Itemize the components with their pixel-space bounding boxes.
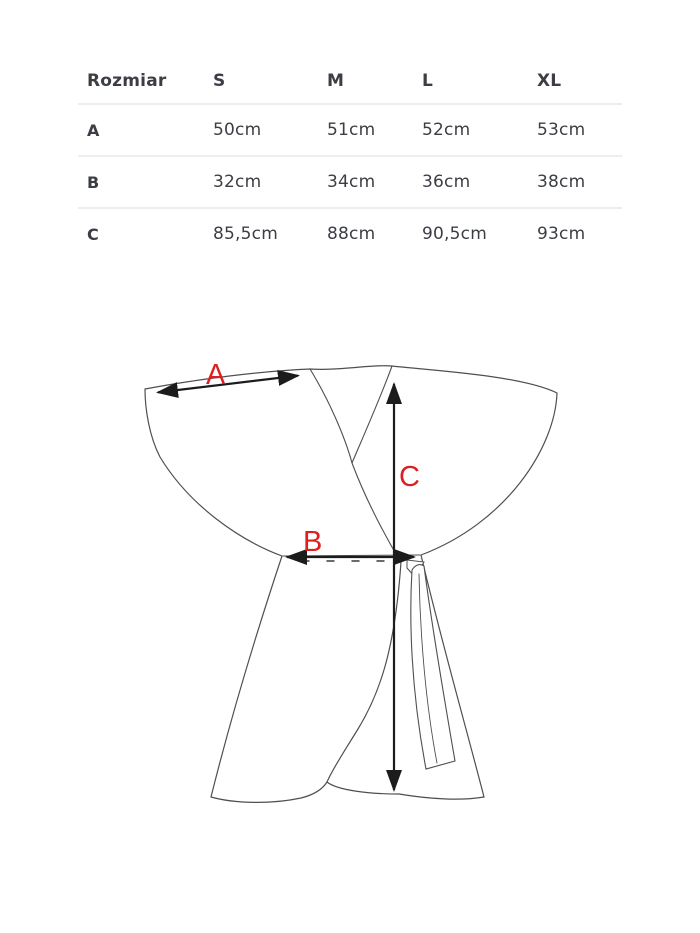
- size-table-title: Rozmiar: [87, 71, 167, 91]
- wrap-neckline-lines: [310, 366, 400, 561]
- row-label-a: A: [87, 120, 100, 140]
- value-a-m: 51cm: [327, 120, 376, 140]
- measurement-label-a: A: [206, 359, 226, 391]
- table-row-a: [78, 105, 622, 157]
- value-c-m: 88cm: [327, 224, 376, 244]
- front-overlap-edge: [327, 562, 484, 799]
- value-c-s: 85,5cm: [213, 224, 278, 244]
- size-table-header-row: [78, 59, 622, 105]
- value-a-xl: 53cm: [537, 120, 586, 140]
- value-c-l: 90,5cm: [422, 224, 487, 244]
- measurement-label-b: B: [303, 526, 323, 558]
- column-header-s: S: [213, 71, 226, 91]
- garment-measurement-diagram: [0, 330, 700, 860]
- row-label-c: C: [87, 224, 99, 244]
- row-label-b: B: [87, 172, 100, 192]
- size-table: [78, 59, 622, 259]
- value-b-xl: 38cm: [537, 172, 586, 192]
- value-a-s: 50cm: [213, 120, 262, 140]
- value-b-s: 32cm: [213, 172, 262, 192]
- garment-outline: [145, 366, 557, 803]
- column-header-m: M: [327, 71, 345, 91]
- measurement-arrows: [158, 376, 414, 790]
- column-header-xl: XL: [537, 71, 562, 91]
- table-row-b: [78, 157, 622, 209]
- measurement-label-c: C: [399, 461, 420, 493]
- table-row-c: [78, 209, 622, 259]
- value-c-xl: 93cm: [537, 224, 586, 244]
- value-b-l: 36cm: [422, 172, 471, 192]
- column-header-l: L: [422, 71, 434, 91]
- measurement-arrow-a: [158, 376, 298, 393]
- value-b-m: 34cm: [327, 172, 376, 192]
- value-a-l: 52cm: [422, 120, 471, 140]
